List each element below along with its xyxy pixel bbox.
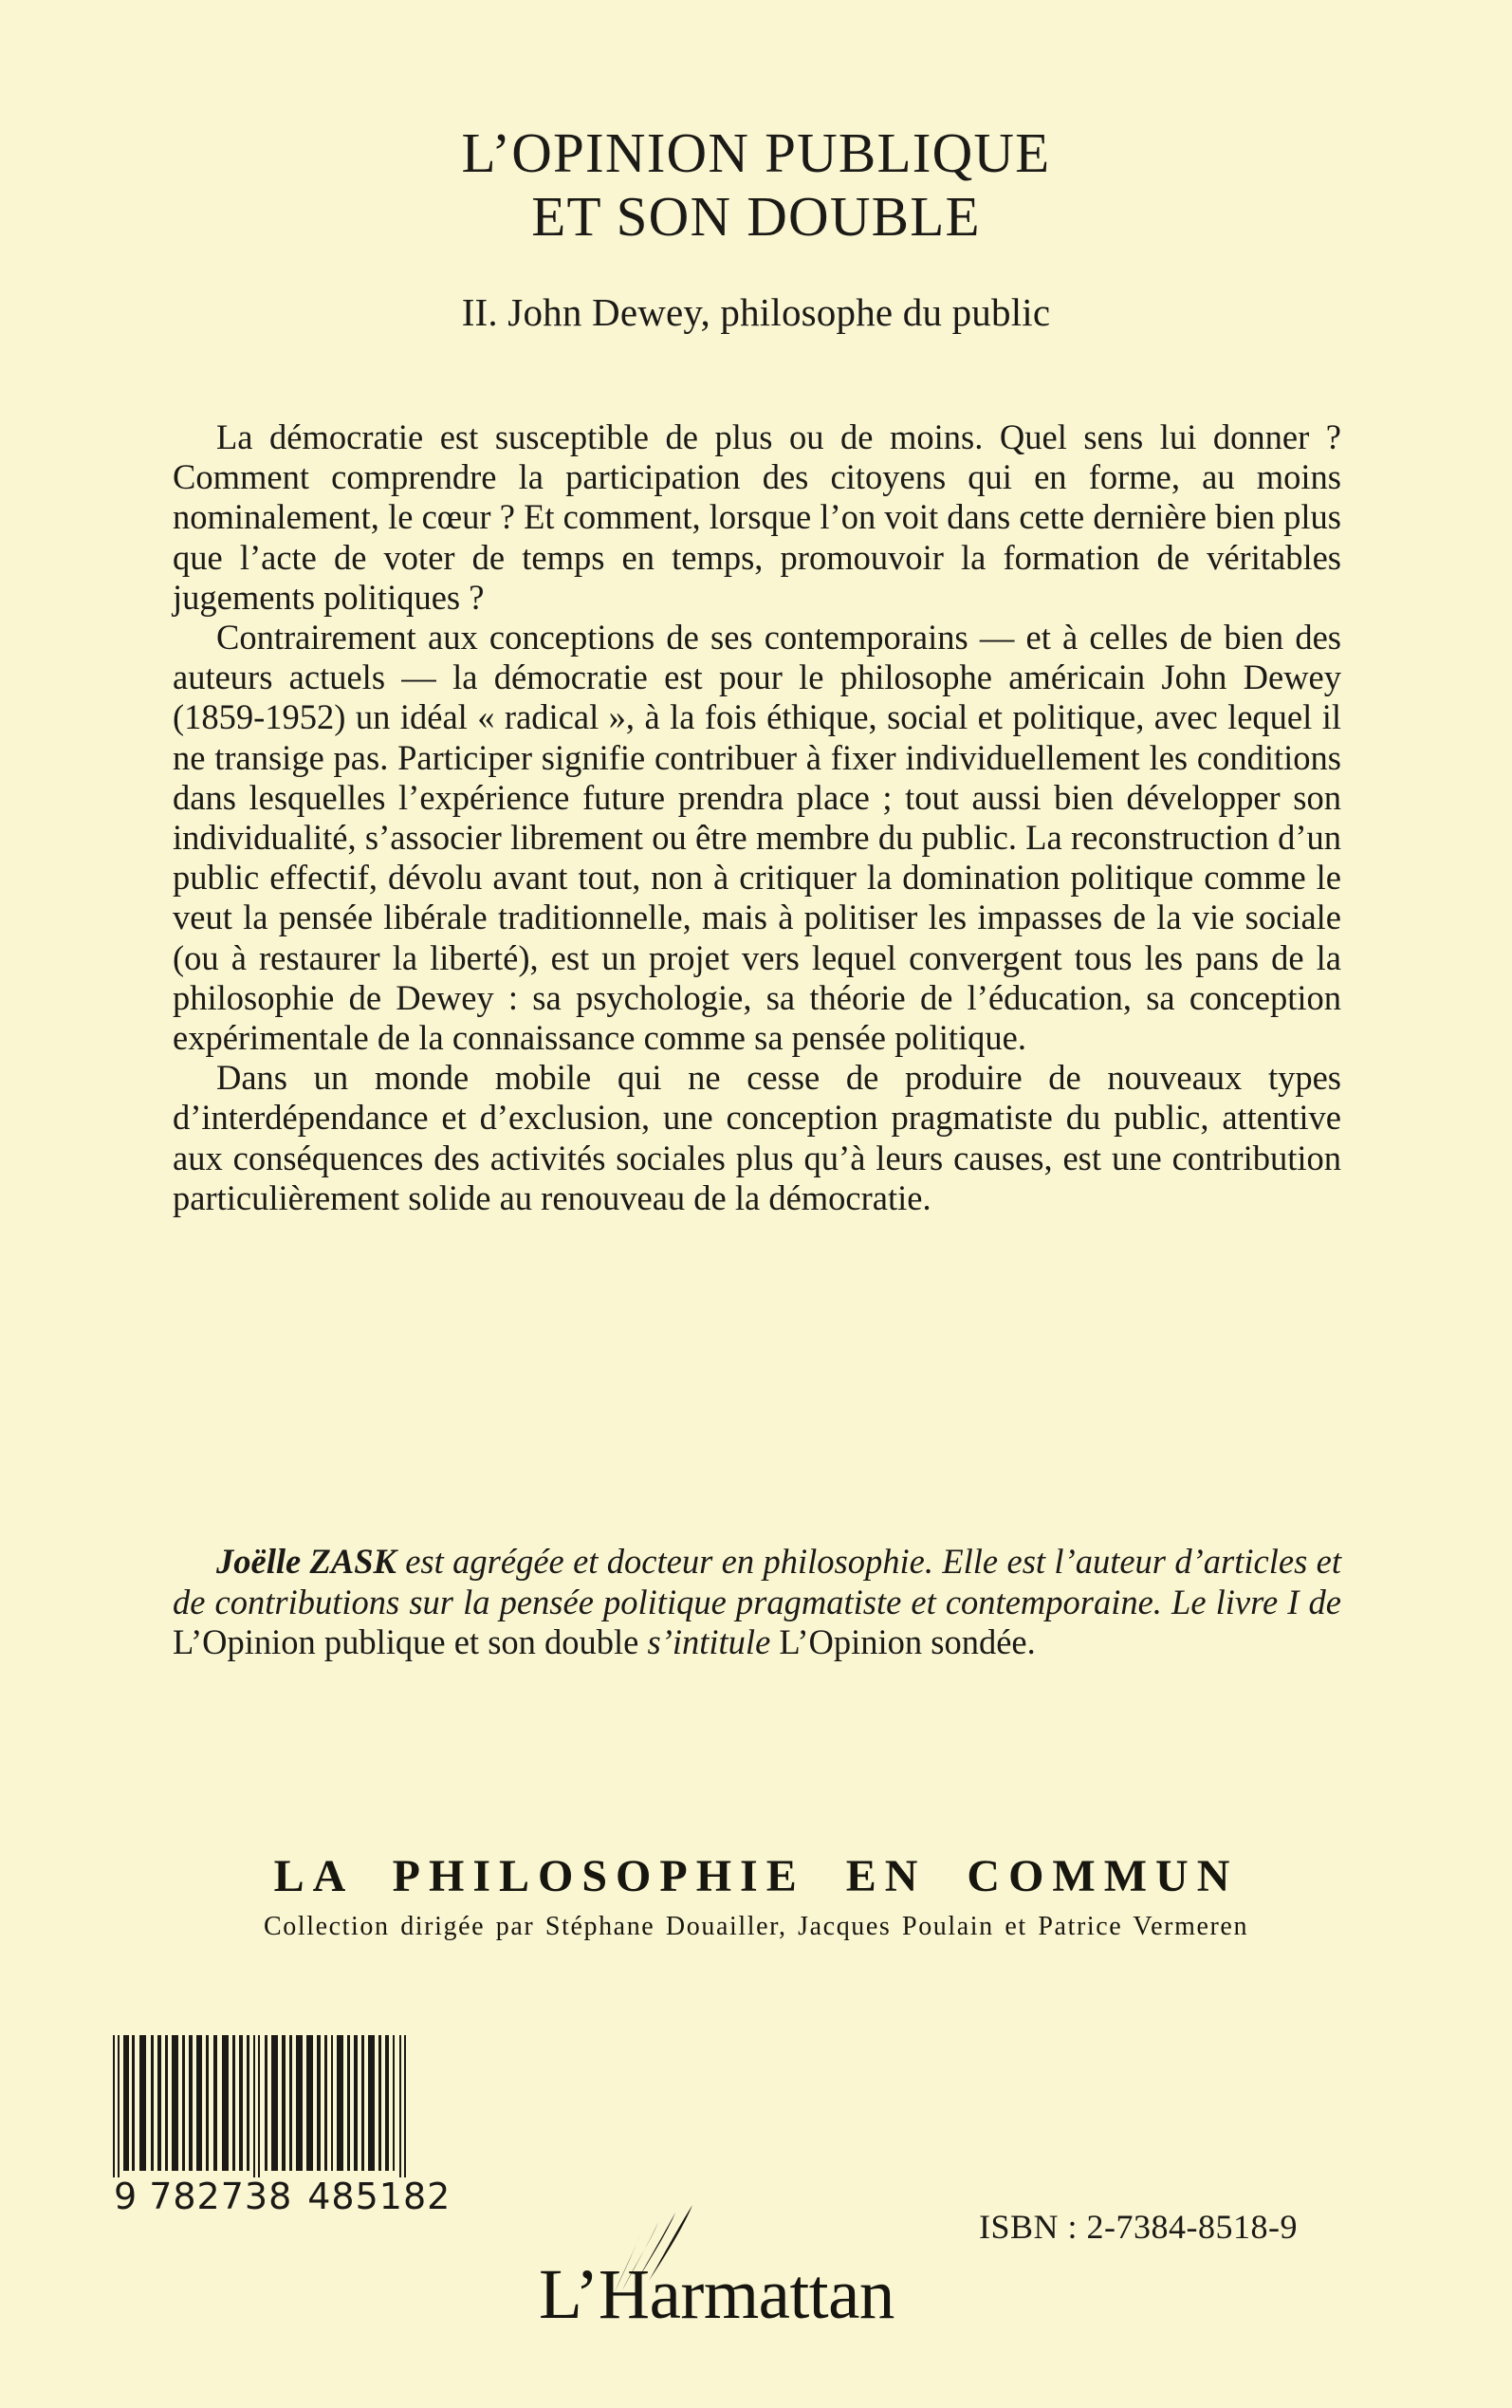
book-subtitle: II. John Dewey, philosophe du public: [461, 290, 1051, 335]
isbn-text: ISBN : 2-7384-8518-9: [979, 2208, 1298, 2246]
book-title-line-2: ET SON DOUBLE: [531, 184, 981, 248]
blurb-paragraph-1: La démocratie est susceptible de plus ou de moins. Quel sens lui donner ? Comment comprendre la participation des citoyens qui en forme, au moins nominalement, le cœur ? Et comment, lorsque l’on voit dans cette dernière bien plus que l’acte de voter de temps en temps, promouvoir la formation de véritables jugements politiques ?: [173, 417, 1341, 617]
barcode-group-2: 485182: [307, 2176, 452, 2217]
author-biography: [173, 1542, 1341, 1663]
author-bio-paragraph: [173, 1542, 1341, 1663]
barcode-digits: [112, 2176, 452, 2217]
title-block: [0, 121, 1512, 337]
publisher-name: L’Harmattan: [539, 2255, 894, 2334]
author-bio-text-2: s’intitule: [638, 1622, 780, 1661]
collection-editors: Collection dirigée par Stéphane Douailler, Jacques Poulain et Patrice Vermeren: [263, 1912, 1249, 1941]
back-cover-blurb: [173, 417, 1341, 1218]
blurb-paragraph-2: Contrairement aux conceptions de ses contemporains — et à celles de bien des auteurs actuels — la démocratie est pour le philosophe américain John Dewey (1859-1952) un idéal « radical », à la fois éthique, social et politique, avec lequel il ne transige pas. Participer signifie contribuer à fixer individuellement les conditions dans lesquelles l’expérience future prendra place ; tout aussi bien développer son individualité, s’associer librement ou être membre du public. La reconstruction d’un public effectif, dévolu avant tout, non à critiquer la domination politique comme le veut la pensée libérale traditionnelle, mais à politiser les impasses de la vie sociale (ou à restaurer la liberté), est un projet vers lequel convergent tous les pans de la philosophie de Dewey : sa psychologie, sa théorie de l’éducation, sa conception expérimentale de la connaissance comme sa pensée politique.: [173, 618, 1341, 1058]
barcode-lead-digit: 9: [114, 2176, 138, 2217]
referenced-book-title-2: L’Opinion sondée: [779, 1622, 1027, 1661]
barcode-image: [112, 2035, 425, 2177]
author-bio-text-3: .: [1026, 1622, 1036, 1661]
blurb-paragraph-3: Dans un monde mobile qui ne cesse de produire de nouveaux types d’interdépendance et d’exclusion, une conception pragmatiste du public, attentive aux conséquences des activités sociales plus qu’à leurs causes, est une contribution particulièrement solide au renouveau de la démocratie.: [173, 1058, 1341, 1217]
author-name: Joëlle ZASK: [216, 1542, 396, 1581]
publisher-logo: [539, 2199, 918, 2370]
barcode-block: [112, 2035, 452, 2217]
author-bio-text-1: est agrégée et docteur en philosophie. Elle est l’auteur d’articles et de contributions sur la pensée politique pragmatiste et contemporaine. Le livre I de: [173, 1542, 1341, 1621]
collection-block: [0, 1850, 1512, 1942]
collection-title: LA PHILOSOPHIE EN COMMUN: [273, 1851, 1239, 1901]
referenced-book-title-1: L’Opinion publique et son double: [173, 1622, 639, 1661]
book-title-line-1: L’OPINION PUBLIQUE: [461, 121, 1051, 184]
barcode-group-1: 782738: [149, 2176, 293, 2217]
